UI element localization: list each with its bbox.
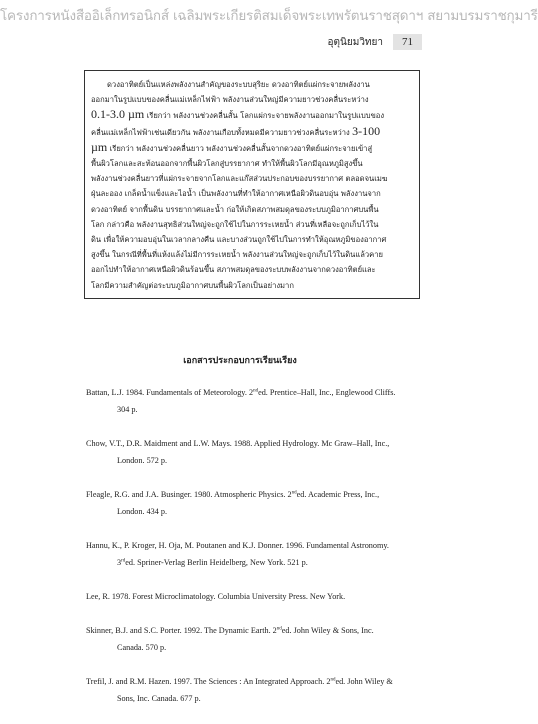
wavelength-range-short: 0.1-3.0 µm	[91, 107, 145, 122]
summary-line-text: เรียกว่า พลังงานช่วงคลื่นยาว พลังงานช่วงคลื่นสั้นจากดวงอาทิตย์แผ่กระจายเข้าสู่	[107, 143, 373, 153]
reference-line	[86, 622, 446, 639]
reference-line	[86, 384, 446, 401]
summary-line: โลก กล่าวคือ พลังงานสุทธิส่วนใหญ่จะถูกใช้ไปในการระเหยน้ำ ส่วนที่เหลือจะถูกเก็บไว้ใน	[91, 219, 379, 229]
reference-item	[86, 537, 446, 571]
edition-superscript: nd	[291, 490, 297, 496]
reference-continuation: Sons, Inc. Canada. 677 p.	[117, 694, 201, 703]
reference-line	[86, 673, 446, 690]
reference-continuation: London. 572 p.	[117, 456, 168, 465]
reference-text: 3	[117, 558, 122, 567]
summary-line-text: คลื่นแม่เหล็กไฟฟ้าเช่นเดียวกัน พลังงานเกือบทั้งหมดมีความยาวช่วงคลื่นระหว่าง	[91, 127, 350, 137]
summary-line: พื้นผิวโลกและสะท้อนออกจากพื้นผิวโลกสู่บรรยากาศ ทำให้พื้นผิวโลกมีอุณหภูมิสูงขึ้น	[91, 159, 363, 169]
reference-continuation: Canada. 570 p.	[117, 643, 167, 652]
reference-text: ed. Spriner-Verlag Berlin Heidelberg, New York. 521 p.	[125, 558, 308, 567]
running-head	[328, 34, 422, 50]
reference-line: Chow, V.T., D.R. Maidment and L.W. Mays. 1988. Applied Hydrology. Mc Graw–Hall, Inc.,	[86, 439, 390, 448]
reference-text: Fleagle, R.G. and J.A. Businger. 1980. Atmospheric Physics. 2	[86, 490, 292, 499]
reference-continuation: London. 434 p.	[117, 507, 168, 516]
summary-line: พลังงานช่วงคลื่นยาวที่แผ่กระจายจากโลกและแก๊สส่วนประกอบของบรรยากาศ ตลอดจนเมฆ	[91, 174, 388, 184]
reference-item	[86, 384, 446, 418]
edition-superscript: rd	[121, 558, 126, 564]
summary-line: ออกไปทำให้อากาศเหนือผิวดินร้อนขึ้น สภาพสมดุลของระบบพลังงานจากดวงอาทิตย์และ	[91, 265, 376, 275]
summary-line: ดวงอาทิตย์ จากพื้นดิน บรรยากาศและน้ำ ก่อให้เกิดสภาพสมดุลของระบบภูมิอากาศบนพื้น	[91, 204, 379, 214]
reference-text: ed. Academic Press, Inc.,	[296, 490, 380, 499]
summary-line: สูงขึ้น ในกรณีที่พื้นที่แห้งแล้งไม่มีการระเหยน้ำ พลังงานส่วนใหญ่จะถูกเก็บไว้ในดินแล้วคาย	[91, 250, 383, 260]
reference-text: ed. John Wiley &	[335, 677, 393, 686]
watermark-banner: โครงการหนังสืออิเล็กทรอนิกส์ เฉลิมพระเกียรติสมเด็จพระเทพรัตนราชสุดาฯ สยามบรมราชกุมารี	[0, 8, 538, 24]
references-heading: เอกสารประกอบการเรียนเรียง	[183, 356, 297, 366]
reference-item	[86, 588, 446, 605]
reference-line	[86, 486, 446, 503]
summary-line	[91, 124, 415, 140]
reference-line: Lee, R. 1978. Forest Microclimatology. Columbia University Press. New York.	[86, 592, 346, 601]
summary-line: โลกมีความสำคัญต่อระบบภูมิอากาศบนพื้นผิวโลกเป็นอย่างมาก	[91, 280, 294, 290]
reference-continuation: 304 p.	[117, 405, 138, 414]
summary-line: ฝุ่นละออง เกล็ดน้ำแข็งและไอน้ำ เป็นพลังงานที่ทำให้อากาศเหนือผิวดินอบอุ่น พลังงานจาก	[91, 189, 381, 199]
running-head-title: อุตุนิยมวิทยา	[327, 36, 383, 48]
reference-text: Trefil, J. and R.M. Hazen. 1997. The Sciences : An Integrated Approach. 2	[86, 677, 331, 686]
reference-item	[86, 673, 446, 707]
edition-superscript: nd	[276, 626, 282, 632]
summary-line-text: เรียกว่า พลังงานช่วงคลื่นสั้น โลกแผ่กระจายพลังงานออกมาในรูปแบบของ	[144, 111, 385, 121]
reference-text: ed. John Wiley & Sons, Inc.	[281, 626, 374, 635]
summary-box	[84, 70, 420, 299]
summary-line: ดวงอาทิตย์เป็นแหล่งพลังงานสำคัญของระบบสุริยะ ดวงอาทิตย์แผ่กระจายพลังงาน	[107, 80, 370, 89]
edition-superscript: nd	[330, 677, 336, 683]
summary-line: ออกมาในรูปแบบของคลื่นแม่เหล็กไฟฟ้า พลังงานส่วนใหญ่มีความยาวช่วงคลื่นระหว่าง	[91, 95, 369, 105]
micrometre-unit: µm	[91, 139, 108, 154]
reference-list	[86, 384, 446, 724]
reference-continuation	[86, 554, 446, 571]
reference-item	[86, 435, 446, 469]
summary-line: ดิน เพื่อให้ความอบอุ่นในเวลากลางคืน และบางส่วนถูกใช้ไปในการทำให้อุณหภูมิของอากาศ	[91, 235, 387, 245]
reference-line: Hannu, K., P. Kroger, H. Oja, M. Poutanen and K.J. Donner. 1996. Fundamental Astronomy.	[86, 541, 389, 550]
reference-text: ed. Prentice–Hall, Inc., Englewood Cliffs.	[258, 388, 396, 397]
wavelength-range-long: 3-100	[352, 123, 381, 138]
reference-item	[86, 486, 446, 520]
page-number: 71	[393, 34, 422, 50]
reference-item	[86, 622, 446, 656]
summary-line	[91, 107, 415, 123]
summary-line	[91, 140, 415, 156]
reference-text: Battan, L.J. 1984. Fundamentals of Meteorology. 2	[86, 388, 254, 397]
reference-text: Skinner, B.J. and S.C. Porter. 1992. The Dynamic Earth. 2	[86, 626, 277, 635]
edition-superscript: nd	[253, 388, 259, 394]
